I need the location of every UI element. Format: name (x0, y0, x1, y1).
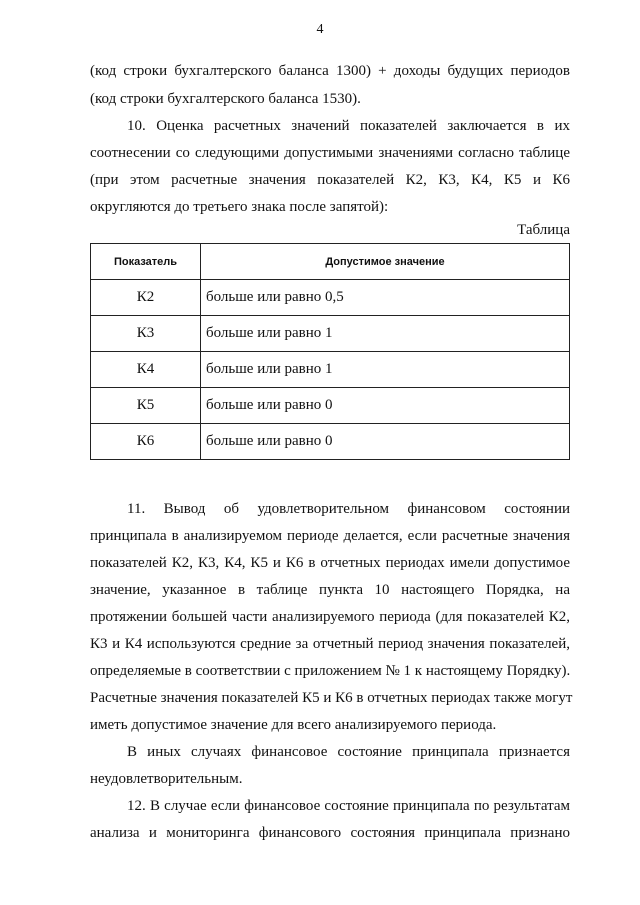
text-line: 11. Вывод об удовлетворительном финансовом состоянии (127, 501, 570, 517)
text-line: определяемые в соответствии с приложением № 1 к настоящему Порядку). (90, 663, 571, 679)
text-line: (при этом расчетные значения показателей К2, К3, К4, К5 и К6 (90, 172, 570, 188)
table-caption: Таблица (517, 222, 570, 238)
text-line: 10. Оценка расчетных значений показателей заключается в их (127, 118, 570, 134)
text-line: протяжении большей части анализируемого периода (для показателей К2, (90, 609, 570, 625)
indicator-cell: К3 (91, 316, 201, 352)
table-header-row (91, 244, 570, 280)
table-row (91, 388, 570, 424)
allowed-value-cell: больше или равно 1 (201, 316, 570, 352)
text-line: (код строки бухгалтерского баланса 1300) + доходы будущих периодов (90, 63, 570, 79)
header-indicator: Показатель (91, 244, 201, 280)
table-row (91, 316, 570, 352)
text-line: неудовлетворительным. (90, 771, 243, 787)
indicator-cell: К6 (91, 424, 201, 460)
indicator-cell: К2 (91, 280, 201, 316)
page-number: 4 (316, 22, 324, 37)
allowed-value-cell: больше или равно 0 (201, 388, 570, 424)
table-row (91, 424, 570, 460)
allowed-value-cell: больше или равно 1 (201, 352, 570, 388)
text-line: Расчетные значения показателей К5 и К6 в отчетных периодах также могут (90, 690, 573, 706)
text-line: соотнесении со следующими допустимыми значениями согласно таблице (90, 145, 570, 161)
criteria-table (90, 243, 570, 460)
text-line: значение, указанное в таблице пункта 10 настоящего Порядка, на (90, 582, 570, 598)
text-line: иметь допустимое значение для всего анализируемого периода. (90, 717, 497, 733)
indicator-cell: К5 (91, 388, 201, 424)
indicator-cell: К4 (91, 352, 201, 388)
text-line: В иных случаях финансовое состояние принципала признается (127, 744, 570, 760)
allowed-value-cell: больше или равно 0 (201, 424, 570, 460)
header-allowed-value: Допустимое значение (201, 244, 570, 280)
text-line: (код строки бухгалтерского баланса 1530). (90, 91, 361, 107)
text-line: округляются до третьего знака после запятой): (90, 199, 389, 215)
text-line: К3 и К4 используются средние за отчетный период значения показателей, (90, 636, 570, 652)
table-row (91, 352, 570, 388)
text-line: анализа и мониторинга финансового состояния принципала признано (90, 825, 570, 841)
text-line: принципала в анализируемом периоде делается, если расчетные значения (90, 528, 570, 544)
text-line: показателей К2, К3, К4, К5 и К6 в отчетных периодах имели допустимое (90, 555, 570, 571)
table-row (91, 280, 570, 316)
allowed-value-cell: больше или равно 0,5 (201, 280, 570, 316)
text-line: 12. В случае если финансовое состояние принципала по результатам (127, 798, 570, 814)
